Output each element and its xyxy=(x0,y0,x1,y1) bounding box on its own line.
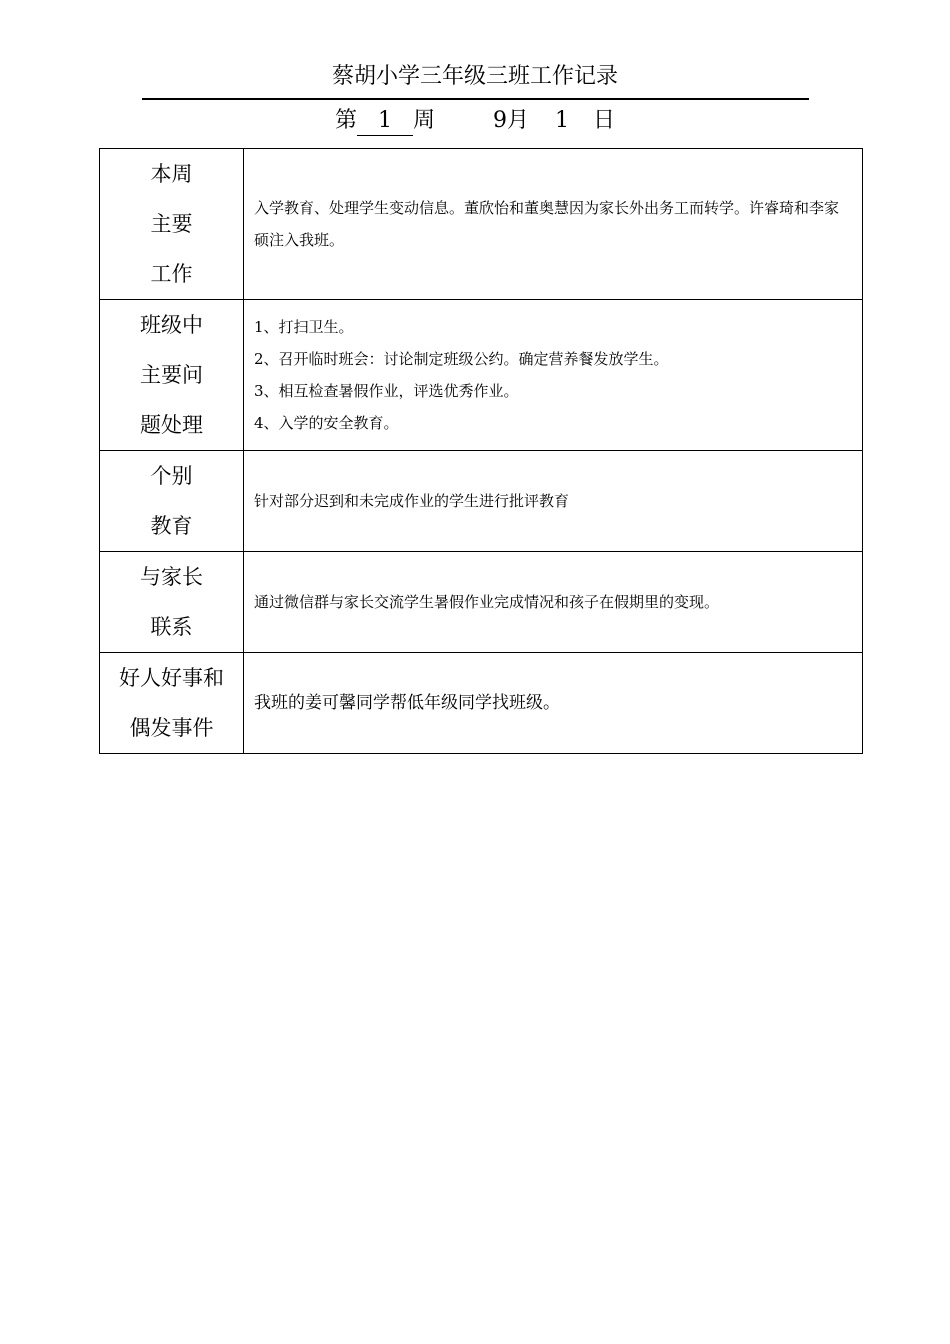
day-number: 1 xyxy=(555,108,570,133)
table-row xyxy=(100,300,863,451)
list-item: 1、打扫卫生。 xyxy=(254,318,354,336)
label-line: 班级中 xyxy=(140,313,203,337)
table-row xyxy=(100,451,863,552)
list-item: 2、召开临时班会：讨论制定班级公约。确定营养餐发放学生。 xyxy=(254,350,669,368)
label-line: 偶发事件 xyxy=(129,716,214,740)
week-prefix: 第 xyxy=(334,108,357,133)
document-title: 蔡胡小学三年级三班工作记录 xyxy=(331,64,618,89)
label-line: 本周 xyxy=(150,162,193,186)
date-line xyxy=(0,104,950,138)
label-line: 主要 xyxy=(150,212,193,236)
week-suffix: 周 xyxy=(412,108,435,133)
label-line: 题处理 xyxy=(140,413,203,437)
label-line: 工作 xyxy=(150,262,193,286)
label-line: 好人好事和 xyxy=(119,666,224,690)
row-content xyxy=(244,552,863,653)
month-label: 月 xyxy=(507,108,530,133)
list-item: 3、相互检查暑假作业，评选优秀作业。 xyxy=(254,382,519,400)
content-line: 通过微信群与家长交流学生暑假作业完成情况和孩子在假期里的变现。 xyxy=(254,593,720,611)
row-label xyxy=(100,149,244,300)
row-label xyxy=(100,653,244,754)
month-number: 9 xyxy=(493,108,507,133)
label-line: 与家长 xyxy=(140,565,203,589)
table-row xyxy=(100,552,863,653)
content-line: 针对部分迟到和未完成作业的学生进行批评教育 xyxy=(254,492,570,510)
row-label xyxy=(100,300,244,451)
label-line: 主要问 xyxy=(140,363,203,387)
row-content xyxy=(244,149,863,300)
list-item: 4、入学的安全教育。 xyxy=(254,414,399,432)
label-line: 个别 xyxy=(150,464,193,488)
row-content xyxy=(244,653,863,754)
table-row xyxy=(100,149,863,300)
label-line: 教育 xyxy=(150,514,193,538)
work-record-table xyxy=(99,148,863,754)
title-underline xyxy=(142,98,809,100)
table-row xyxy=(100,653,863,754)
week-number: 1 xyxy=(357,107,413,136)
row-label xyxy=(100,552,244,653)
row-label xyxy=(100,451,244,552)
day-label: 日 xyxy=(593,108,616,133)
row-content xyxy=(244,300,863,451)
content-line: 入学教育、处理学生变动信息。董欣怡和董奥慧因为家长外出务工而转学。许睿琦和李家硕注入我班。 xyxy=(254,199,840,249)
label-line: 联系 xyxy=(150,615,193,639)
row-content xyxy=(244,451,863,552)
content-line: 我班的姜可馨同学帮低年级同学找班级。 xyxy=(254,693,560,713)
